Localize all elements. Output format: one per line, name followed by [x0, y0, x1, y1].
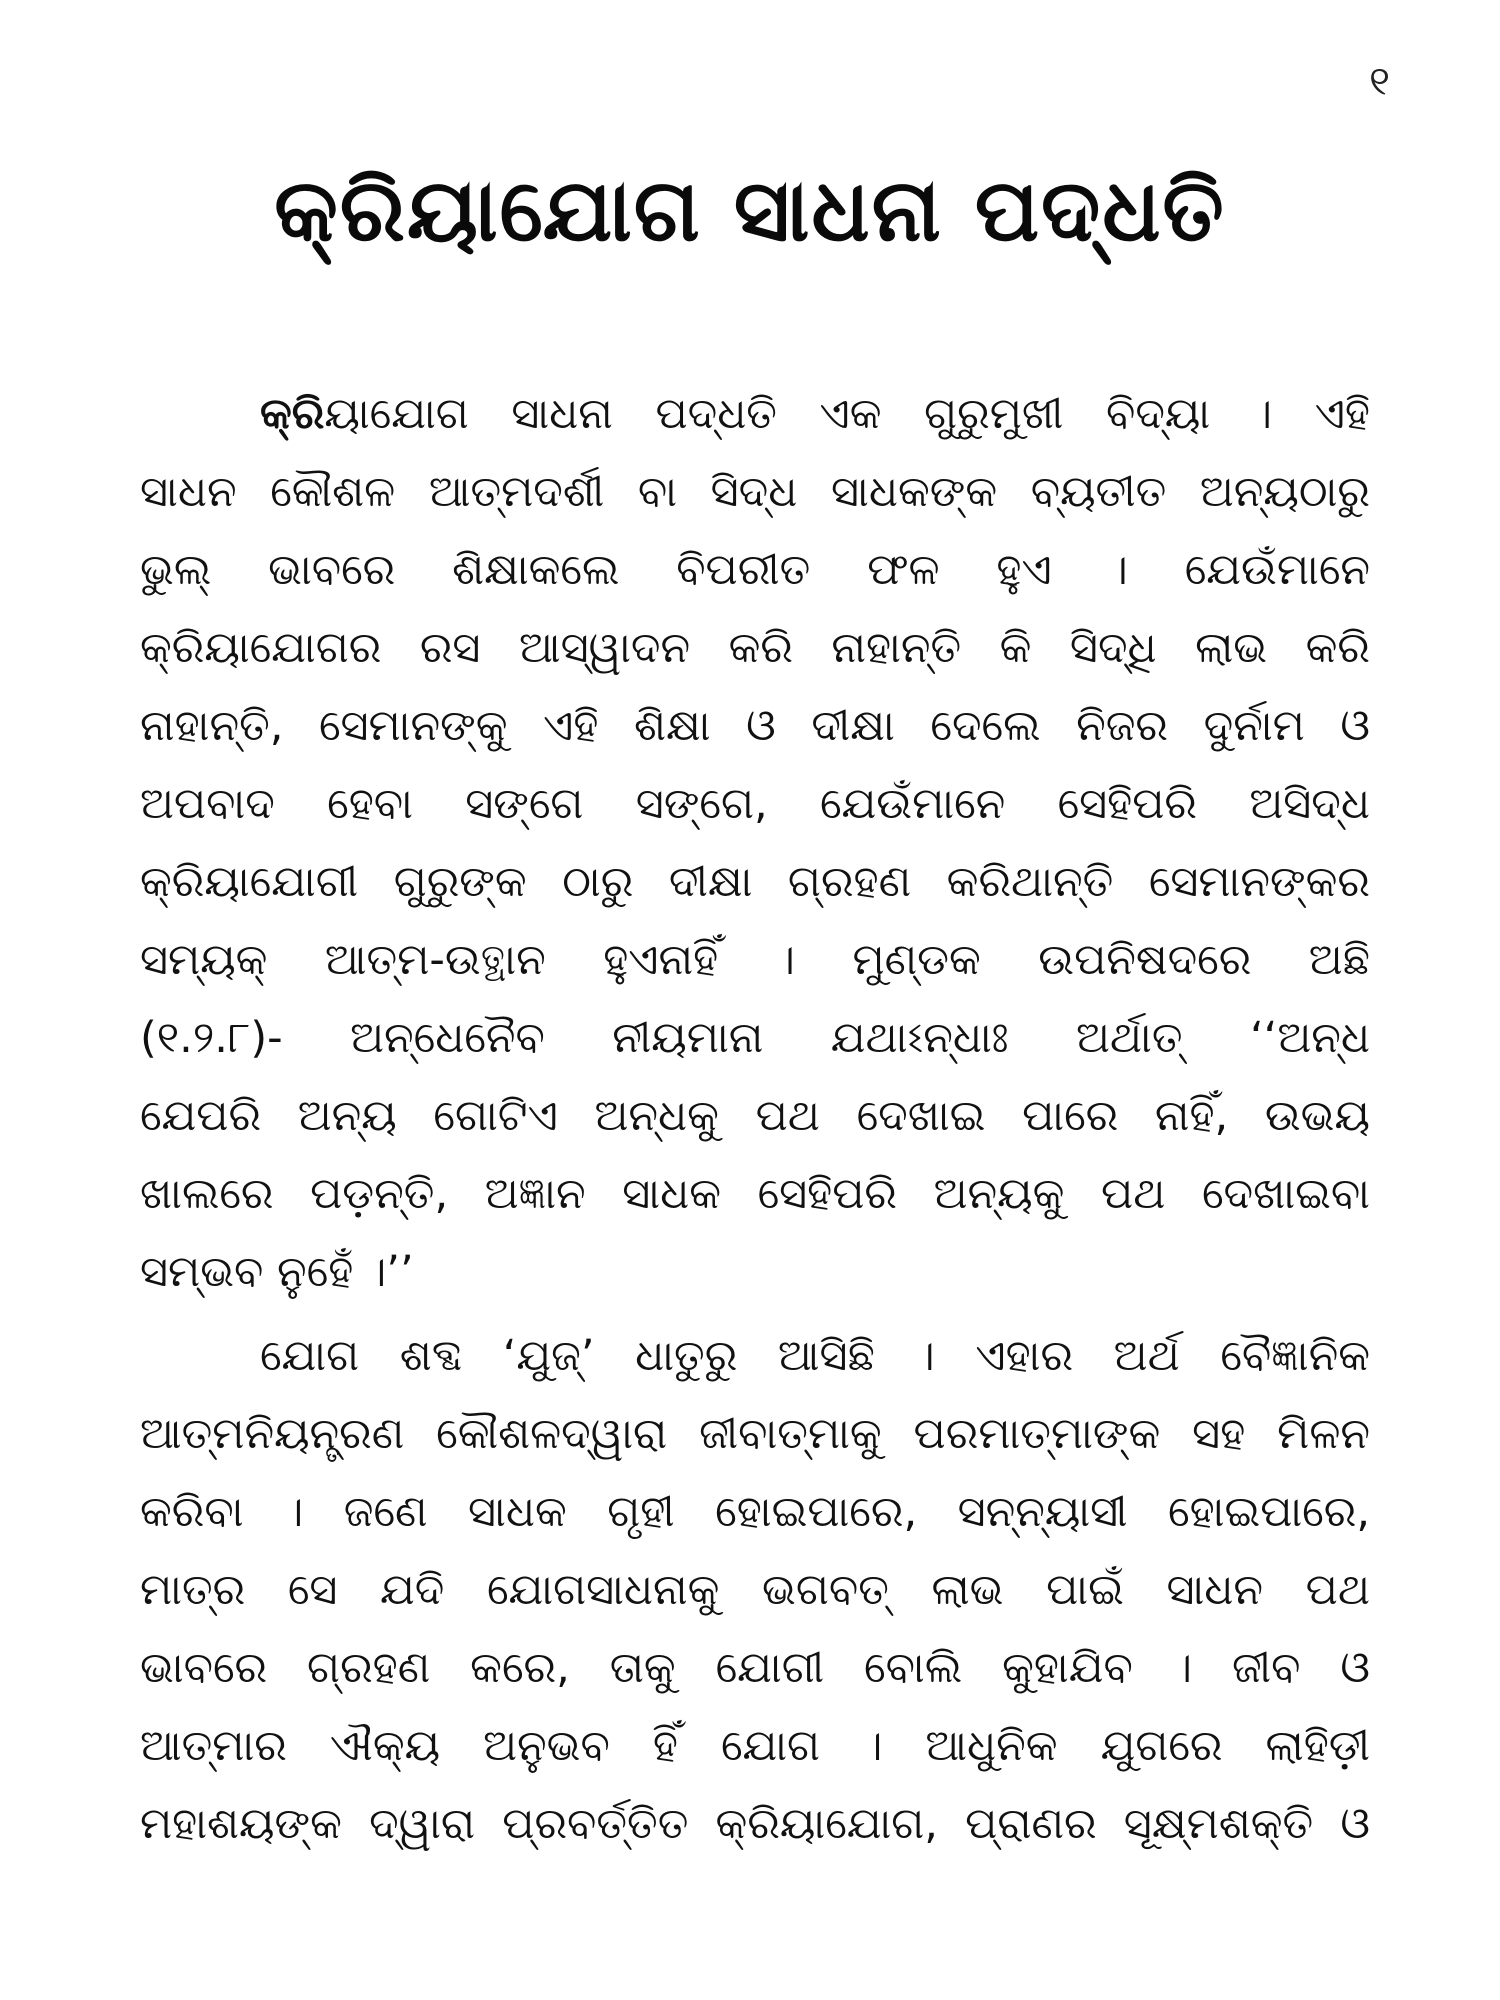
paragraph-2-line-4: ମାତ୍ର ସେ ଯଦି ଯୋଗସାଧନାକୁ ଭଗବତ୍ ଲାଭ ପାଇଁ ସାଧନ ପଥ — [140, 1565, 1370, 1615]
paragraph-2-line-1: ଯୋଗ ଶବ୍ଦ ‘ଯୁଜ୍’ ଧାତୁରୁ ଆସିଛି । ଏହାର ଅର୍ଥ ବୈଜ୍ଞାନିକ — [260, 1331, 1370, 1381]
paragraph-1-line-6: ଅପବାଦ ହେବା ସଙ୍ଗେ ସଙ୍ଗେ, ଯେଉଁମାନେ ସେହିପରି ଅସିଦ୍ଧ — [140, 779, 1370, 829]
paragraph-1-line-11: ଖାଲରେ ପଡ଼ନ୍ତି, ଅଜ୍ଞାନ ସାଧକ ସେହିପରି ଅନ୍ୟକୁ ପଥ ଦେଖାଇବା — [140, 1169, 1370, 1219]
paragraph-1-line-4: କ୍ରିୟାଯୋଗର ରସ ଆସ୍ୱାଦନ କରି ନାହାନ୍ତି କି ସିଦ୍ଧି ଲାଭ କରି — [140, 623, 1370, 673]
paragraph-1-line-9: (୧.୨.୮)- ଅନ୍ଧେନୈବ ନୀୟମାନା ଯଥାଽନ୍ଧାଃ ଅର୍ଥାତ୍ ‘‘ଅନ୍ଧ — [140, 1013, 1370, 1063]
paragraph-1-line-8: ସମ୍ୟକ୍ ଆତ୍ମ-ଉତ୍ଥାନ ହୁଏନାହିଁ । ମୁଣ୍ଡକ ଉପନିଷଦରେ ଅଛି — [140, 935, 1370, 985]
paragraph-1-line-10: ଯେପରି ଅନ୍ୟ ଗୋଟିଏ ଅନ୍ଧକୁ ପଥ ଦେଖାଇ ପାରେ ନାହିଁ, ଉଭୟ — [140, 1091, 1370, 1141]
chapter-title: କ୍ରିୟାଯୋଗ ସାଧନା ପଦ୍ଧତି — [274, 161, 1226, 261]
paragraph-1-line-3: ଭୁଲ୍ ଭାବରେ ଶିକ୍ଷାକଲେ ବିପରୀତ ଫଳ ହୁଏ । ଯେଉଁମାନେ — [140, 545, 1370, 595]
paragraph-2-line-5: ଭାବରେ ଗ୍ରହଣ କରେ, ତାକୁ ଯୋଗୀ ବୋଲି କୁହାଯିବ । ଜୀବ ଓ — [140, 1643, 1370, 1693]
paragraph-2-line-6: ଆତ୍ମାର ଐକ୍ୟ ଅନୁଭବ ହିଁ ଯୋଗ । ଆଧୁନିକ ଯୁଗରେ ଲାହିଡ଼ୀ — [140, 1721, 1370, 1771]
paragraph-2-line-7: ମହାଶୟଙ୍କ ଦ୍ୱାରା ପ୍ରବର୍ତ୍ତିତ କ୍ରିୟାଯୋଗ, ପ୍ରାଣର ସୂକ୍ଷ୍ମଶକ୍ତି ଓ — [140, 1799, 1370, 1849]
paragraph-1-line-5: ନାହାନ୍ତି, ସେମାନଙ୍କୁ ଏହି ଶିକ୍ଷା ଓ ଦୀକ୍ଷା ଦେଲେ ନିଜର ଦୁର୍ନାମ ଓ — [140, 701, 1370, 751]
paragraph-1-line-1-text: ୟାଯୋଗ ସାଧନା ପଦ୍ଧତି ଏକ ଗୁରୁମୁଖୀ ବିଦ୍ୟା । ଏହି — [324, 389, 1370, 439]
paragraph-1-line-7: କ୍ରିୟାଯୋଗୀ ଗୁରୁଙ୍କ ଠାରୁ ଦୀକ୍ଷା ଗ୍ରହଣ କରିଥାନ୍ତି ସେମାନଙ୍କର — [140, 857, 1370, 907]
paragraph-1-lead-syllable: କ୍ରି — [260, 389, 325, 439]
paragraph-2-line-2: ଆତ୍ମନିୟନ୍ତ୍ରଣ କୌଶଳଦ୍ୱାରା ଜୀବାତ୍ମାକୁ ପରମାତ୍ମାଙ୍କ ସହ ମିଳନ — [140, 1409, 1370, 1459]
paragraph-2-line-3: କରିବା । ଜଣେ ସାଧକ ଗୃହୀ ହୋଇପାରେ, ସନ୍ନ୍ୟାସୀ ହୋଇପାରେ, — [140, 1487, 1370, 1537]
paragraph-1-line-1 — [140, 375, 1370, 453]
body-text — [140, 375, 1370, 1863]
paragraph-1-line-2: ସାଧନ କୌଶଳ ଆତ୍ମଦର୍ଶୀ ବା ସିଦ୍ଧ ସାଧକଙ୍କ ବ୍ୟତୀତ ଅନ୍ୟଠାରୁ — [140, 467, 1370, 517]
page-number: ୧ — [1369, 59, 1390, 105]
paragraph-1-line-12: ସମ୍ଭବ ନୁହେଁ ।’’ — [140, 1247, 414, 1297]
